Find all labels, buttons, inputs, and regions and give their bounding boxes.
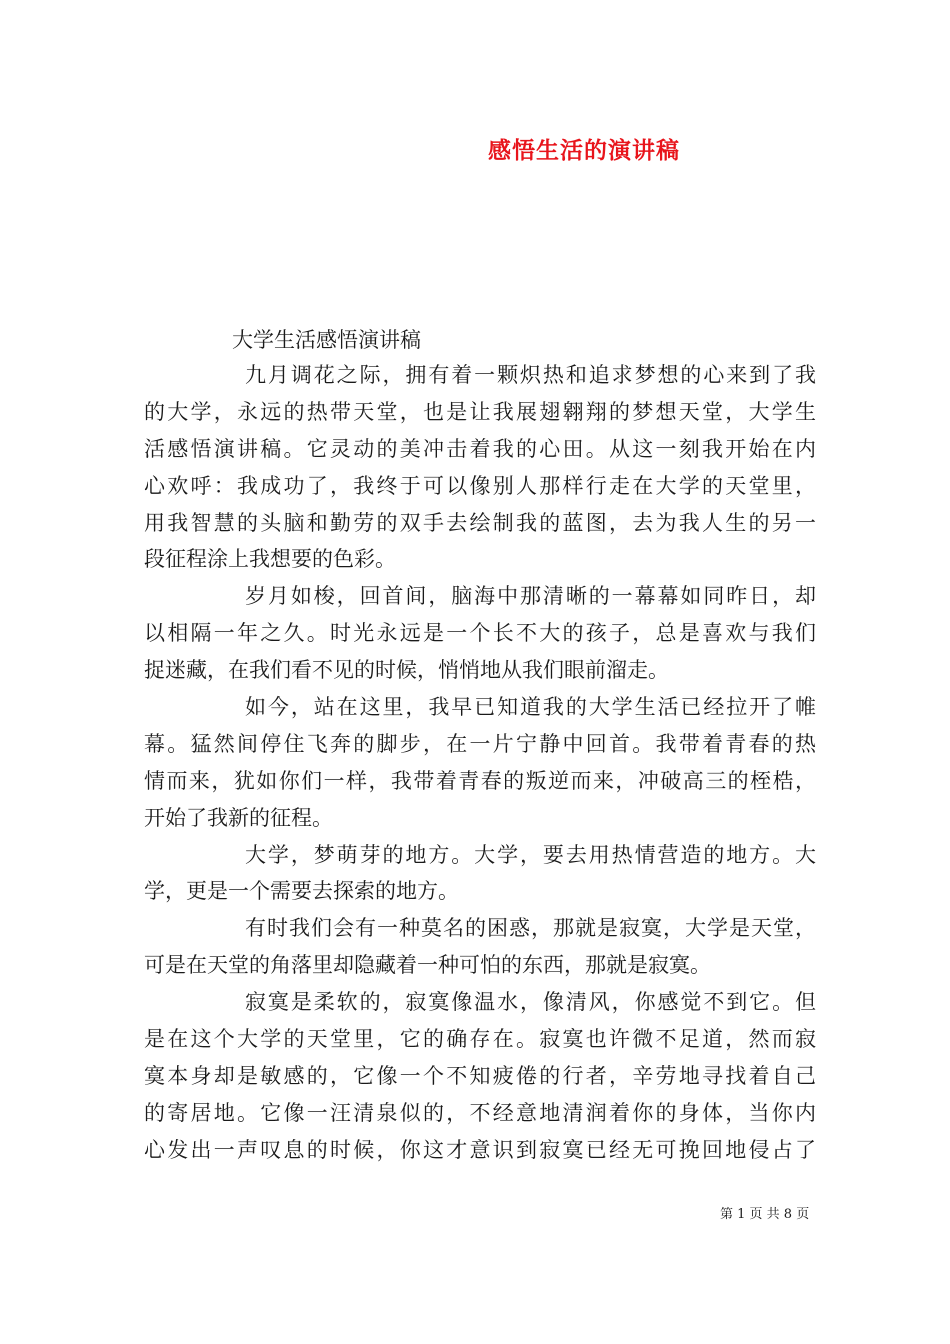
text-line: 捉迷藏，在我们看不见的时候，悄悄地从我们眼前溜走。 [144, 658, 669, 683]
text-line: 以相隔一年之久。时光永远是一个长不大的孩子，总是喜欢与我们 [144, 621, 816, 646]
text-line: 学，更是一个需要去探索的地方。 [144, 879, 459, 904]
text-line: 寂寞是柔软的，寂寞像温水，像清风，你感觉不到它。但 [245, 990, 816, 1015]
page-number: 第 1 页 共 8 页 [720, 1207, 810, 1222]
text-line: 开始了我新的征程。 [144, 805, 333, 830]
text-line: 大学，梦萌芽的地方。大学，要去用热情营造的地方。大 [245, 842, 816, 867]
text-line: 的寄居地。它像一汪清泉似的，不经意地清润着你的身体，当你内 [144, 1100, 816, 1125]
text-line: 寞本身却是敏感的，它像一个不知疲倦的行者，辛劳地寻找着自己 [144, 1063, 816, 1088]
document-body [144, 357, 816, 1169]
document-title: 感悟生活的演讲稿 [488, 137, 680, 164]
text-line: 可是在天堂的角落里却隐藏着一种可怕的东西，那就是寂寞。 [144, 953, 711, 978]
document-subtitle: 大学生活感悟演讲稿 [232, 328, 421, 352]
text-line: 岁月如梭，回首间，脑海中那清晰的一幕幕如同昨日，却 [245, 584, 816, 609]
text-line: 心发出一声叹息的时候，你这才意识到寂寞已经无可挽回地侵占了 [144, 1137, 816, 1162]
text-line: 活感悟演讲稿。它灵动的美冲击着我的心田。从这一刻我开始在内 [144, 436, 816, 461]
text-line: 用我智慧的头脑和勤劳的双手去绘制我的蓝图，去为我人生的另一 [144, 510, 816, 535]
text-line: 段征程涂上我想要的色彩。 [144, 547, 396, 572]
text-line: 情而来，犹如你们一样，我带着青春的叛逆而来，冲破高三的桎梏， [144, 768, 816, 793]
text-line: 心欢呼：我成功了，我终于可以像别人那样行走在大学的天堂里， [144, 473, 816, 498]
text-line: 九月调花之际，拥有着一颗炽热和追求梦想的心来到了我 [245, 363, 816, 387]
text-line: 幕。猛然间停住飞奔的脚步，在一片宁静中回首。我带着青春的热 [144, 731, 816, 756]
text-line: 有时我们会有一种莫名的困惑，那就是寂寞，大学是天堂， [245, 916, 816, 941]
text-line: 是在这个大学的天堂里，它的确存在。寂寞也许微不足道，然而寂 [144, 1027, 816, 1052]
text-line: 的大学，永远的热带天堂，也是让我展翅翱翔的梦想天堂，大学生 [144, 399, 816, 424]
text-line: 如今，站在这里，我早已知道我的大学生活已经拉开了帷 [245, 695, 816, 720]
